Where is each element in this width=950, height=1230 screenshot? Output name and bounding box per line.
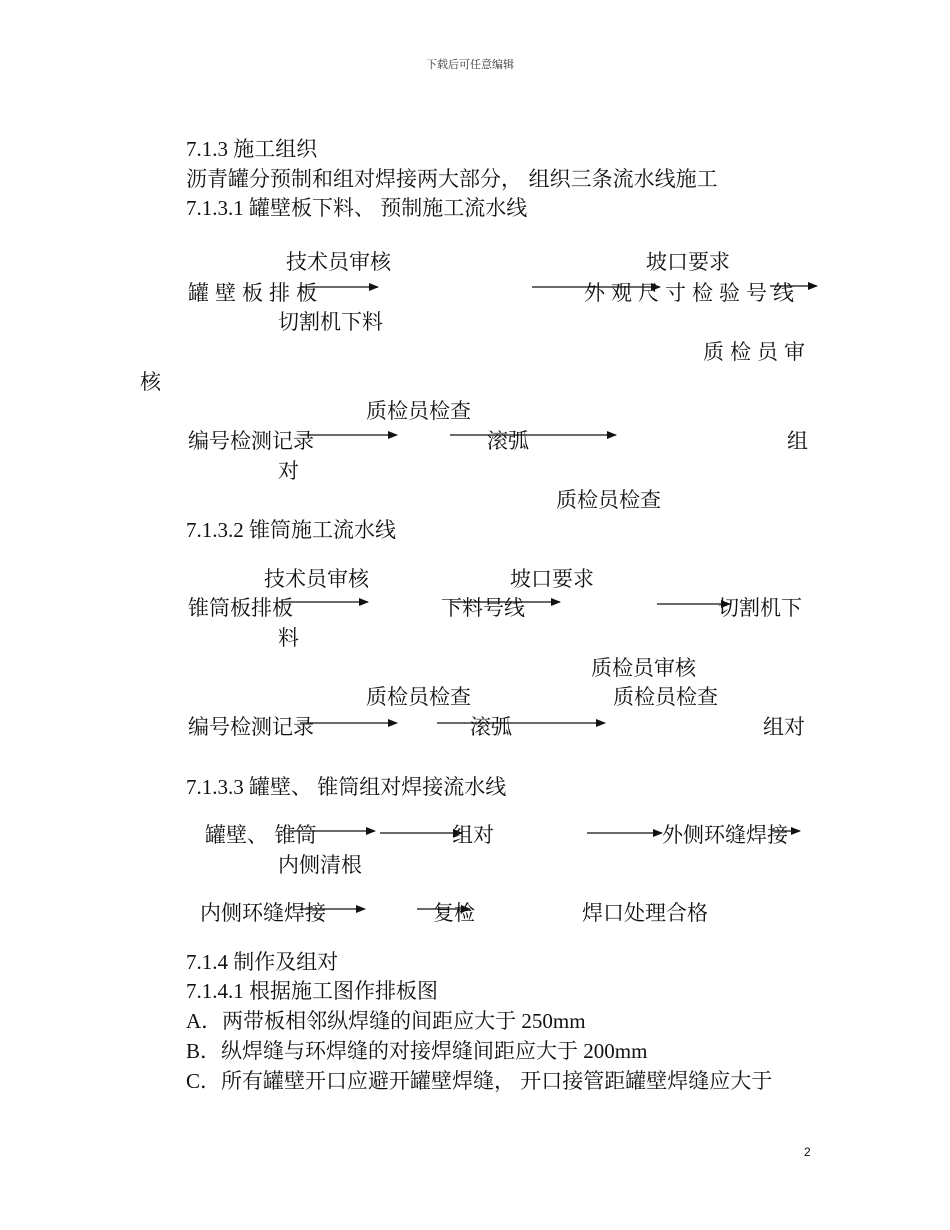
flow1-cut-machine: 切割机下料 — [278, 310, 383, 334]
flow3-outer-weld: 外侧环缝焊接 — [662, 823, 788, 847]
flow3-wall-cone: 罐壁、 锥筒 — [205, 823, 317, 847]
flow1-assemble-wrap: 对 — [278, 459, 299, 483]
page-header: 下载后可任意编辑 — [426, 58, 514, 71]
item-a: A．两带板相邻纵焊缝的间距应大于 250mm — [186, 1009, 586, 1033]
flow3-back-gouge: 内侧清根 — [278, 853, 362, 877]
flow1-bevel-req: 坡口要求 — [646, 250, 730, 274]
flow3-inner-weld: 内侧环缝焊接 — [200, 901, 326, 925]
flow1-tech-review: 技术员审核 — [286, 250, 391, 274]
flow2-assemble: 组对 — [763, 715, 805, 739]
flow2-rolling: 滚弧 — [470, 715, 512, 739]
item-c: C．所有罐壁开口应避开罐壁焊缝， 开口接管距罐壁焊缝应大于 — [186, 1069, 773, 1093]
flow3-recheck: 复检 — [433, 901, 475, 925]
flow1-qc-check-2: 质检员检查 — [556, 488, 661, 512]
section-7-1-4-1-title: 7.1.4.1 根据施工图作排板图 — [186, 979, 438, 1003]
section-7-1-3-title: 7.1.3 施工组织 — [186, 137, 318, 161]
section-7-1-3-3-title: 7.1.3.3 罐壁、 锥筒组对焊接流水线 — [186, 775, 507, 799]
flow2-qc-review: 质检员审核 — [591, 656, 696, 680]
flow2-plate-layout: 锥筒板排板 — [188, 596, 293, 620]
flow2-tech-review: 技术员审核 — [264, 567, 369, 591]
flow1-qc-check: 质检员检查 — [366, 399, 471, 423]
flow1-assemble: 组 — [787, 429, 808, 453]
flow2-cut-line: 下料号线 — [441, 596, 525, 620]
flow1-qc-review: 质检员审 — [703, 340, 811, 364]
flow1-qc-review-wrap: 核 — [140, 370, 161, 394]
flow2-cut-machine-wrap: 料 — [278, 626, 299, 650]
flow1-numbering: 编号检测记录 — [188, 429, 314, 453]
flow1-plate-layout: 罐壁板排板 — [188, 281, 323, 305]
section-7-1-4-title: 7.1.4 制作及组对 — [186, 950, 339, 974]
flow3-assemble: 组对 — [452, 823, 494, 847]
flow1-visual-check: 外观尺寸检验号线 — [584, 281, 800, 305]
section-7-1-3-2-title: 7.1.3.2 锥筒施工流水线 — [186, 518, 396, 542]
flow3-weld-ok: 焊口处理合格 — [582, 901, 708, 925]
item-b: B．纵焊缝与环焊缝的对接焊缝间距应大于 200mm — [186, 1039, 648, 1063]
flow2-qc-check-1: 质检员检查 — [366, 685, 471, 709]
section-7-1-3-1-title: 7.1.3.1 罐壁板下料、 预制施工流水线 — [186, 196, 528, 220]
flow2-qc-check-2: 质检员检查 — [613, 685, 718, 709]
section-7-1-3-desc: 沥青罐分预制和组对焊接两大部分， 组织三条流水线施工 — [186, 167, 718, 191]
flow2-cut-machine: 切割机下 — [718, 596, 802, 620]
page-number: 2 — [804, 1145, 811, 1159]
flow2-bevel-req: 坡口要求 — [510, 567, 594, 591]
flow1-rolling: 滚弧 — [487, 429, 529, 453]
flow2-numbering: 编号检测记录 — [188, 715, 314, 739]
